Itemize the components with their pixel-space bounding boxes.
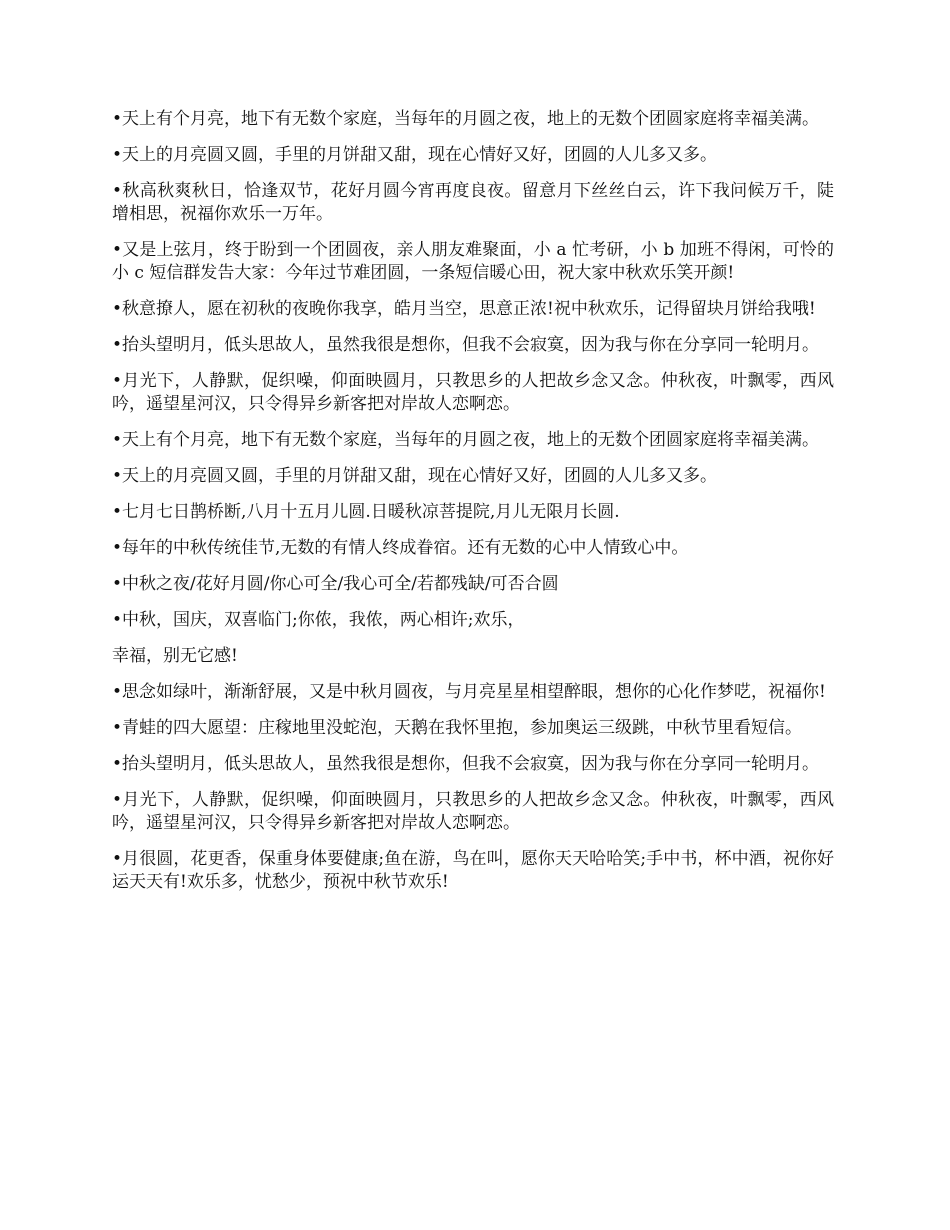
paragraph-14: 幸福，别无它感! bbox=[112, 646, 238, 666]
paragraph-8: •天上有个月亮，地下有无数个家庭，当每年的月圆之夜，地上的无数个团圆家庭将幸福美满。 bbox=[112, 430, 820, 450]
paragraph-9: •天上的月亮圆又圆，手里的月饼甜又甜，现在心情好又好，团圆的人儿多又多。 bbox=[112, 466, 718, 486]
paragraph-16: •青蛙的四大愿望：庄稼地里没蛇泡，天鹅在我怀里抱，参加奥运三级跳，中秋节里看短信。 bbox=[112, 718, 803, 738]
paragraph-6: •抬头望明月，低头思故人，虽然我很是想你，但我不会寂寞，因为我与你在分享同一轮明月。 bbox=[112, 335, 820, 355]
paragraph-3: •秋高秋爽秋日，恰逢双节，花好月圆今宵再度良夜。留意月下丝丝白云，许下我问候万千，陡增相思，祝福你欢乐一万年。 bbox=[112, 181, 834, 224]
paragraph-18: •月光下，人静默，促织噪，仰面映圆月，只教思乡的人把故乡念又念。仲秋夜，叶飘零，西风吟，遥望星河汉，只令得异乡新客把对岸故人恋啊恋。 bbox=[112, 790, 834, 833]
paragraph-10: •七月七日鹊桥断,八月十五月儿圆.日暖秋凉菩提院,月儿无限月长圆. bbox=[112, 502, 620, 522]
paragraph-7: •月光下，人静默，促织噪，仰面映圆月，只教思乡的人把故乡念又念。仲秋夜，叶飘零，西风吟，遥望星河汉，只令得异乡新客把对岸故人恋啊恋。 bbox=[112, 371, 834, 414]
paragraph-4: •又是上弦月，终于盼到一个团圆夜，亲人朋友难聚面，小 a 忙考研，小 b 加班不得闲，可怜的小 c 短信群发告大家：今年过节难团圆，一条短信暖心田，祝大家中秋欢乐笑开颜! bbox=[112, 240, 834, 283]
paragraph-1: •天上有个月亮，地下有无数个家庭，当每年的月圆之夜，地上的无数个团圆家庭将幸福美满。 bbox=[112, 109, 820, 129]
paragraph-13: •中秋，国庆，双喜临门;你侬，我侬，两心相许;欢乐， bbox=[112, 610, 525, 630]
paragraph-19: •月很圆，花更香，保重身体要健康;鱼在游，鸟在叫，愿你天天哈哈笑;手中书，杯中酒，祝你好运天天有!欢乐多，忧愁少，预祝中秋节欢乐! bbox=[112, 849, 834, 892]
paragraph-17: •抬头望明月，低头思故人，虽然我很是想你，但我不会寂寞，因为我与你在分享同一轮明月。 bbox=[112, 754, 820, 774]
paragraph-2: •天上的月亮圆又圆，手里的月饼甜又甜，现在心情好又好，团圆的人儿多又多。 bbox=[112, 145, 718, 165]
paragraph-11: •每年的中秋传统佳节,无数的有情人终成眷宿。还有无数的心中人情致心中。 bbox=[112, 538, 689, 558]
paragraph-15: •思念如绿叶，渐渐舒展，又是中秋月圆夜，与月亮星星相望醉眼，想你的心化作梦呓，祝福你! bbox=[112, 682, 826, 702]
paragraph-12: •中秋之夜/花好月圆/你心可全/我心可全/若都残缺/可否合圆 bbox=[112, 574, 559, 594]
paragraph-5: •秋意撩人，愿在初秋的夜晚你我享，皓月当空，思意正浓!祝中秋欢乐，记得留块月饼给我哦! bbox=[112, 299, 816, 319]
document-body bbox=[112, 108, 834, 907]
